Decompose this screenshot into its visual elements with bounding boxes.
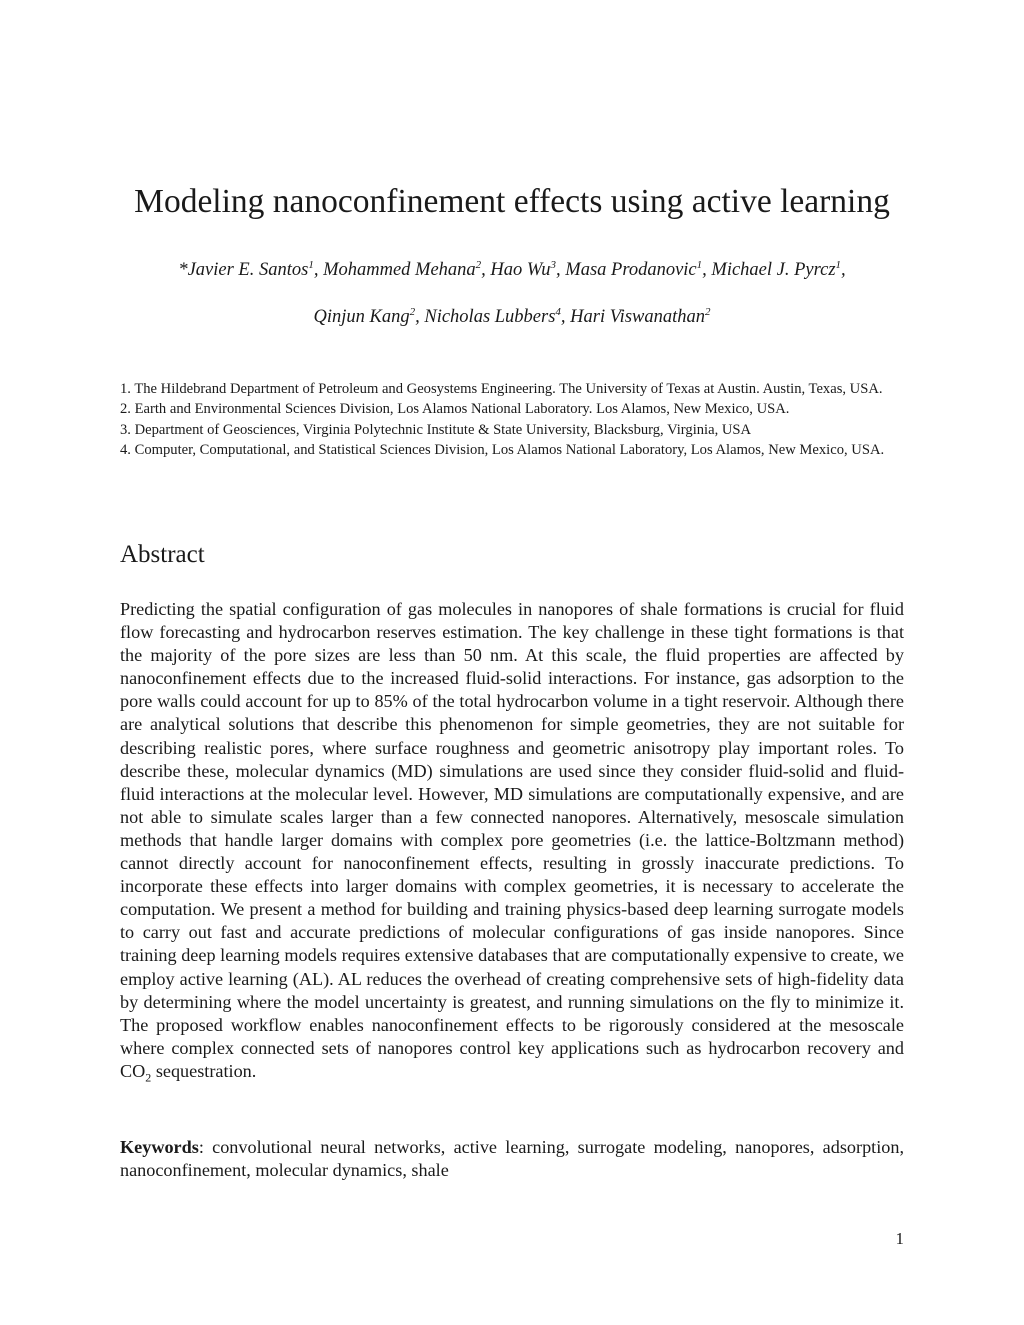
author-name: Mohammed Mehana [323, 260, 476, 280]
author-name: Michael J. Pyrcz [711, 260, 836, 280]
author-name: Qinjun Kang [313, 307, 410, 327]
author-list-line-1 [0, 258, 1024, 282]
author-separator: , [415, 307, 425, 327]
author-separator: , [841, 260, 846, 280]
author-affiliation-mark: 3 [550, 258, 557, 271]
author-affiliation-mark: 2 [475, 258, 482, 271]
author-affiliation-mark: 1 [696, 258, 703, 271]
author-separator: , [313, 260, 324, 280]
author-separator: , [481, 260, 491, 280]
author-affiliation-mark: 2 [705, 305, 711, 318]
keywords-list: : convolutional neural networks, active learning, surrogate modeling, nanopores, adsorption, nanoconfinement, molecular dynamics, shale [120, 1137, 904, 1181]
author-name: *Javier E. Santos [178, 260, 309, 280]
co2-subscript: 2 [145, 1070, 152, 1085]
keywords-label: Keywords [120, 1137, 199, 1157]
author-name: Masa Prodanovic [565, 260, 697, 280]
abstract-tail-text: sequestration. [151, 1060, 257, 1081]
author-name: Hao Wu [490, 260, 551, 280]
affiliation-item: 3. Department of Geosciences, Virginia Polytechnic Institute & State University, Blacksburg, Virginia, USA [120, 421, 752, 438]
author-affiliation-mark: 4 [555, 305, 561, 318]
abstract-heading: Abstract [120, 541, 205, 568]
affiliation-item: 4. Computer, Computational, and Statistical Sciences Division, Los Alamos National Laboratory, Los Alamos, New Mexico, USA. [120, 441, 885, 458]
author-affiliation-mark: 1 [835, 258, 842, 271]
affiliations [120, 379, 906, 460]
author-separator: , [702, 260, 712, 280]
author-separator: , [560, 307, 571, 327]
author-affiliation-mark: 2 [409, 305, 416, 318]
abstract-main-text: Predicting the spatial configuration of gas molecules in nanopores of shale formations is crucial for fluid flow forecasting and hydrocarbon reserves estimation. The key challenge in these tight formations is that the majority of the pore sizes are less than 50 nm. At this scale, the fluid properties are affected by nanoconfinement effects due to the increased fluid-solid interactions. For instance, gas adsorption to the pore walls could account for up to 85% of the total hydrocarbon volume in a tight reservoir. Although there are analytical solutions that describe this phenomenon for simple geometries, they are not suitable for describing realistic pores, where surface roughness and geometric anisotropy play important roles. To describe these, molecular dynamics (MD) simulations are used since they consider fluid-solid and fluid-fluid interactions at the molecular level. However, MD simulations are computationally expensive, and are not able to simulate scales larger than a few connected nanopores. Alternatively, mesoscale simulation methods that handle larger domains with complex pore geometries (i.e. the lattice-Boltzmann method) cannot directly account for nanoconfinement effects, resulting in grossly inaccurate predictions. To incorporate these effects into larger domains with complex geometries, it is necessary to accelerate the computation. We present a method for building and training physics-based deep learning surrogate models to carry out fast and accurate predictions of molecular configurations of gas inside nanopores. Since training deep learning models requires extensive databases that are computationally expensive to create, we employ active learning (AL). AL reduces the overhead of creating comprehensive sets of high-fidelity data by determining where the model uncertainty is greatest, and running simulations on the fly to minimize it. The proposed workflow enables nanoconfinement effects to be rigorously considered at the mesoscale where complex connected sets of nanopores control key applications such as hydrocarbon recovery and CO [120, 599, 904, 1081]
author-separator: , [556, 260, 566, 280]
affiliation-item: 1. The Hildebrand Department of Petroleum and Geosystems Engineering. The University of Texas at Austin. Austin, Texas, USA. [120, 381, 883, 397]
author-list-line-2 [0, 305, 1024, 329]
author-name: Hari Viswanathan [570, 307, 705, 327]
author-affiliation-mark: 1 [308, 258, 314, 271]
page-number: 1 [895, 1229, 904, 1248]
paper-title: Modeling nanoconfinement effects using active learning [134, 183, 890, 220]
abstract-text [120, 598, 904, 1083]
keywords [120, 1136, 904, 1182]
affiliation-item: 2. Earth and Environmental Sciences Division, Los Alamos National Laboratory. Los Alamos, New Mexico, USA. [120, 401, 790, 418]
author-name: Nicholas Lubbers [424, 307, 556, 327]
